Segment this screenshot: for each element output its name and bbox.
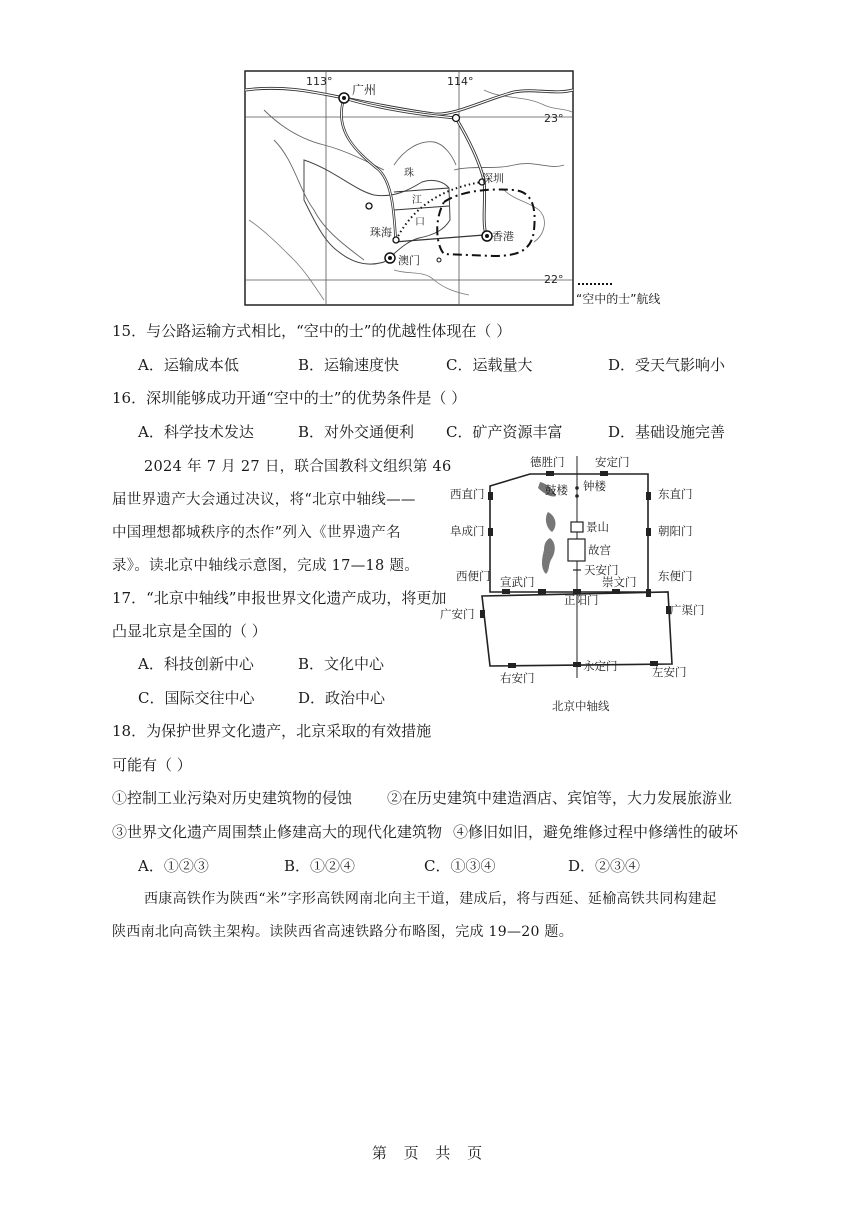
tiananmen-label: 天安门	[584, 563, 619, 577]
gate-fuchengmen: 阜成门	[450, 524, 485, 538]
q18-option-b[interactable]: B．①②④	[284, 857, 356, 875]
map-legend-route-symbol	[578, 283, 612, 285]
gulou-label: 鼓楼	[545, 483, 568, 497]
shenzhen-label: 深圳	[482, 172, 504, 185]
pearl-river-map	[244, 70, 574, 306]
q17-stem-line-2: 凸显北京是全国的（ ）	[112, 622, 267, 640]
gate-youanmen: 右安门	[500, 671, 535, 685]
gate-chaoyangmen: 朝阳门	[658, 524, 693, 538]
intro1-line-2: 届世界遗产大会通过决议，将“北京中轴线——	[112, 492, 416, 508]
q18-item-2: ②在历史建筑中建造酒店、宾馆等，大力发展旅游业	[387, 789, 733, 807]
q15-option-d[interactable]: D．受天气影响小	[608, 356, 726, 374]
lat-23-label: 23°	[544, 112, 564, 125]
q16-option-b[interactable]: B．对外交通便利	[298, 423, 415, 441]
q18-option-c[interactable]: C．①③④	[424, 857, 496, 875]
gate-yongdingmen: 永定门	[583, 659, 618, 673]
gate-zuoanmen: 左安门	[652, 665, 687, 679]
gate-guangqumen: 广渠门	[670, 603, 705, 617]
intro2-line-1: 西康高铁作为陕西“米”字形高铁网南北向主干道，建成后，将与西延、延榆高铁共同构建起	[144, 891, 717, 907]
intro2-line-2: 陕西南北向高铁主架构。读陕西省高速铁路分布略图，完成 19—20 题。	[112, 924, 574, 940]
q16-option-d[interactable]: D．基础设施完善	[608, 423, 726, 441]
gate-guanganmen: 广安门	[440, 607, 475, 621]
intro1-line-4: 录》。读北京中轴线示意图，完成 17—18 题。	[112, 558, 420, 574]
river-char-2: 江	[412, 195, 422, 206]
gate-xuanwumen: 宣武门	[500, 575, 535, 589]
map-legend-route-label: “空中的士”航线	[576, 292, 661, 306]
lon-113-label: 113°	[306, 75, 333, 88]
river-char-1: 珠	[404, 168, 414, 179]
page-footer: 第 页 共 页	[371, 1144, 489, 1162]
gate-xibianmen: 西便门	[456, 569, 491, 583]
lon-114-label: 114°	[447, 75, 474, 88]
q17-option-b[interactable]: B．文化中心	[298, 655, 385, 673]
q16-stem: 16．深圳能够成功开通“空中的士”的优势条件是（ ）	[112, 389, 467, 407]
beijing-axis-map	[440, 446, 705, 726]
zhonglou-label: 钟楼	[583, 479, 606, 493]
q17-option-c[interactable]: C．国际交往中心	[138, 689, 255, 707]
zhuhai-label: 珠海	[370, 226, 392, 239]
q18-stem-line-1: 18．为保护世界文化遗产，北京采取的有效措施	[112, 722, 432, 740]
xianggang-label: 香港	[492, 230, 514, 243]
q15-stem: 15．与公路运输方式相比，“空中的士”的优越性体现在（ ）	[112, 322, 512, 340]
gate-deshengmen: 德胜门	[530, 455, 565, 469]
q15-option-c[interactable]: C．运载量大	[446, 356, 533, 374]
intro1-line-1: 2024 年 7 月 27 日，联合国教科文组织第 46	[144, 459, 452, 475]
q17-stem-line-1: 17．“北京中轴线”申报世界文化遗产成功，将更加	[112, 589, 447, 607]
q18-option-d[interactable]: D．②③④	[568, 857, 641, 875]
q16-option-a[interactable]: A．科学技术发达	[138, 423, 254, 441]
intro1-line-3: 中国理想都城秩序的杰作”列入《世界遗产名	[112, 525, 401, 541]
q15-option-a[interactable]: A．运输成本低	[138, 356, 239, 374]
q18-item-1: ①控制工业污染对历史建筑物的侵蚀	[112, 789, 353, 807]
gate-xizhimen: 西直门	[450, 487, 485, 501]
river-char-3: 口	[415, 217, 425, 228]
q17-option-a[interactable]: A．科技创新中心	[138, 655, 254, 673]
q18-stem-line-2: 可能有（ ）	[112, 756, 192, 774]
guangzhou-label: 广州	[352, 83, 377, 97]
q17-option-d[interactable]: D．政治中心	[298, 689, 386, 707]
q18-item-4: ④修旧如旧，避免维修过程中修缮性的破坏	[453, 823, 739, 841]
q15-option-b[interactable]: B．运输速度快	[298, 356, 400, 374]
jingshan-label: 景山	[586, 520, 609, 534]
lat-22-label: 22°	[544, 273, 564, 286]
q18-item-3: ③世界文化遗产周围禁止修建高大的现代化建筑物	[112, 823, 443, 841]
gugong-label: 故宫	[588, 543, 611, 557]
aomen-label: 澳门	[398, 254, 420, 267]
gate-dongbianmen: 东便门	[658, 569, 693, 583]
gate-andingmen: 安定门	[595, 455, 630, 469]
q18-option-a[interactable]: A．①②③	[138, 857, 209, 875]
q16-option-c[interactable]: C．矿产资源丰富	[446, 423, 563, 441]
gate-zhengyangmen: 正阳门	[564, 593, 599, 607]
map2-caption: 北京中轴线	[552, 699, 610, 713]
gate-chongwenmen: 崇文门	[602, 575, 637, 589]
gate-dongzhimen: 东直门	[658, 487, 693, 501]
